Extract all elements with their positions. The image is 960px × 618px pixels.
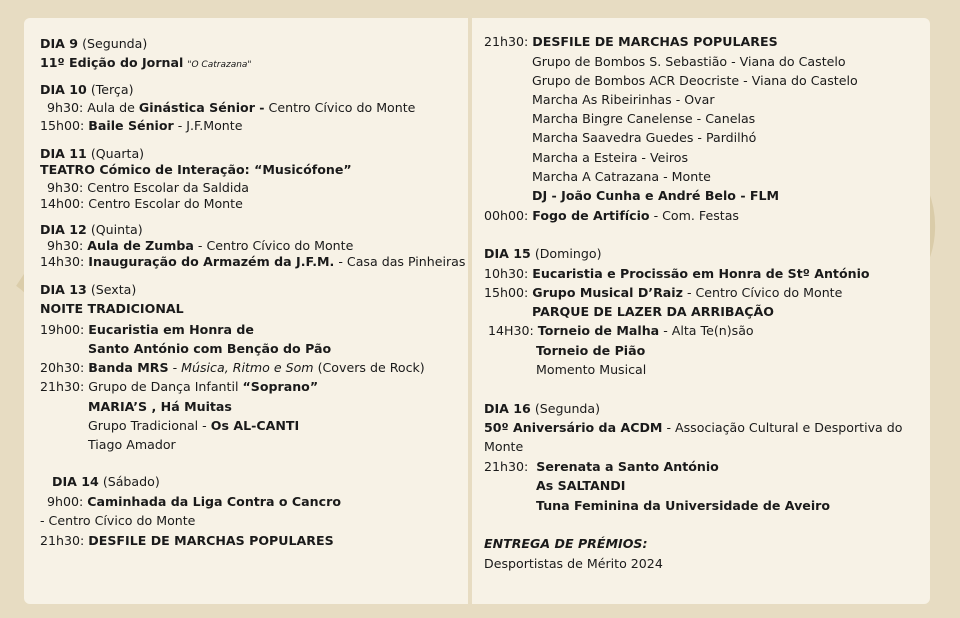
list-item: Grupo de Bombos ACR Deocriste - Viana do Castelo: [532, 73, 858, 88]
day-11-title: TEATRO Cómico de Interação: “Musicófone”: [40, 162, 352, 177]
day-13-row: 20h30: Banda MRS - Música, Ritmo e Som (Covers de Rock): [40, 360, 425, 375]
list-item: Marcha Saavedra Guedes - Pardilhó: [532, 130, 757, 145]
day-13-row: 21h30: Grupo de Dança Infantil “Soprano”: [40, 379, 319, 394]
day-12-header: DIA 12 (Quinta): [40, 222, 143, 237]
list-item: Marcha As Ribeirinhas - Ovar: [532, 92, 715, 107]
day-12-row: 9h30: Aula de Zumba - Centro Cívico do Monte: [47, 238, 354, 253]
day-15-row-cont: Momento Musical: [536, 362, 647, 377]
day-15-row-cont: PARQUE DE LAZER DA ARRIBAÇÃO: [532, 304, 774, 319]
day-16-row: 50º Aniversário da ACDM - Associação Cultural e Desportiva do: [484, 420, 903, 435]
day-14-row-cont: - Centro Cívico do Monte: [40, 513, 196, 528]
premios-text: Desportistas de Mérito 2024: [484, 556, 663, 571]
day-9-header: DIA 9 (Segunda): [40, 36, 148, 51]
day-14-row: 21h30: DESFILE DE MARCHAS POPULARES: [40, 533, 334, 548]
day-16-row-cont: Monte: [484, 439, 524, 454]
day-16-row: 21h30: Serenata a Santo António: [484, 459, 719, 474]
dj-item: DJ - João Cunha e André Belo - FLM: [532, 188, 780, 203]
day-13-row-cont: Grupo Tradicional - Os AL-CANTI: [88, 418, 300, 433]
day-10-header: DIA 10 (Terça): [40, 82, 134, 97]
premios-title: ENTREGA DE PRÉMIOS:: [484, 536, 648, 551]
day-13-row: 19h00: Eucaristia em Honra de: [40, 322, 254, 337]
list-item: Marcha Bingre Canelense - Canelas: [532, 111, 756, 126]
day-11-header: DIA 11 (Quarta): [40, 146, 145, 161]
list-item: Marcha A Catrazana - Monte: [532, 169, 711, 184]
day-13-row-cont: Santo António com Benção do Pão: [88, 341, 332, 356]
day-11-row: 14h00: Centro Escolar do Monte: [40, 196, 243, 211]
day-16-header: DIA 16 (Segunda): [484, 401, 601, 416]
list-item: Marcha a Esteira - Veiros: [532, 150, 689, 165]
day-13-header: DIA 13 (Sexta): [40, 282, 137, 297]
day-13-row-cont: Tiago Amador: [88, 437, 176, 452]
day-14-header: DIA 14 (Sábado): [52, 474, 160, 489]
day-14-row: 9h00: Caminhada da Liga Contra o Cancro: [47, 494, 341, 509]
day-15-row: 14H30: Torneio de Malha - Alta Te(n)são: [488, 323, 754, 338]
day-15-header: DIA 15 (Domingo): [484, 246, 602, 261]
day-15-row: 10h30: Eucaristia e Procissão em Honra de Stº António: [484, 266, 870, 281]
day-16-row-cont: As SALTANDI: [536, 478, 626, 493]
fogo-row: 00h00: Fogo de Artifício - Com. Festas: [484, 208, 739, 223]
day-10-row: 15h00: Baile Sénior - J.F.Monte: [40, 118, 243, 133]
day-13-row-cont: MARIA’S , Há Muitas: [88, 399, 232, 414]
day-16-row-cont: Tuna Feminina da Universidade de Aveiro: [536, 498, 831, 513]
day-11-row: 9h30: Centro Escolar da Saldida: [47, 180, 250, 195]
day-9-edition: 11º Edição do Jornal "O Catrazana": [40, 55, 252, 70]
day-15-row: 15h00: Grupo Musical D’Raiz - Centro Cívico do Monte: [484, 285, 843, 300]
list-item: Grupo de Bombos S. Sebastião - Viana do Castelo: [532, 54, 846, 69]
desfile-header: 21h30: DESFILE DE MARCHAS POPULARES: [484, 34, 778, 49]
day-13-title: NOITE TRADICIONAL: [40, 301, 184, 316]
day-12-row: 14h30: Inauguração do Armazém da J.F.M. - Casa das Pinheiras: [40, 254, 466, 269]
day-10-row: 9h30: Aula de Ginástica Sénior - Centro Cívico do Monte: [47, 100, 416, 115]
day-15-row-cont: Torneio de Pião: [536, 343, 646, 358]
